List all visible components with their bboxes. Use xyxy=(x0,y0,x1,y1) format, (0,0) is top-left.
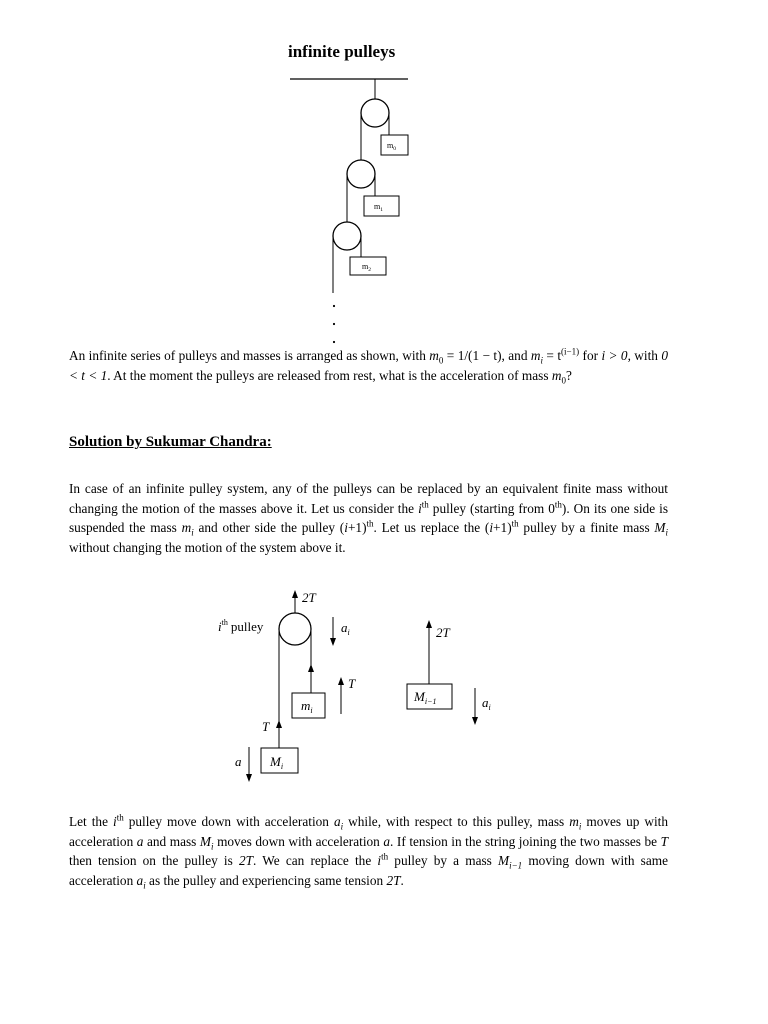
solution-intro-paragraph: In case of an infinite pulley system, any of the pulleys can be replaced by an equivalent finite mass without changing the motion of the masses above it. Let us consider the $i^{th}$ pulley (starting from 0th). On its one side is suspended the mass $m_i$ and other side the pulley $(i+1)^{th}$. Let us replace the $(i+1)^{th}$ pulley by a finite mass $M_i$ without changing the motion of the system above it. xyxy=(69,481,668,555)
page-title: infinite pulleys xyxy=(288,42,396,61)
mass-label-1: $m_1$ xyxy=(374,202,383,213)
Mim1-acceleration-label: $a_i$ xyxy=(482,695,491,712)
ith-pulley-label: $i^{th}$ pulley xyxy=(218,618,264,634)
mass-label-Mi: $M_i$ xyxy=(270,754,284,771)
Mim1-tension-label: 2T xyxy=(436,625,450,640)
ith-pulley xyxy=(279,613,311,645)
Mi-tension-label: T xyxy=(262,719,270,734)
mass-label-2: $m_2$ xyxy=(362,262,371,273)
solution-heading: Solution by Sukumar Chandra: xyxy=(69,434,272,450)
Mi-acceleration-label: a xyxy=(235,754,242,769)
pulley-acceleration-label: $a_i$ xyxy=(341,620,350,637)
mass-label-0: $m_0$ xyxy=(387,141,396,152)
problem-statement: An infinite series of pulleys and masses is arranged as shown, with $m_0 = 1/(1 - t)$, and $m_i = t^{(i-1)}$ for i > 0, with 0 < t < 1. At the moment the pulleys are released from rest, what is the acceleration of mass $m_0$? xyxy=(69,346,668,386)
solution-body-paragraph: Let the $i^{th}$ pulley move down with acceleration $a_i$ while, with respect to this pulley, mass $m_i$ moves up with acceleration a and mass $M_i$ moves down with acceleration a. If tension in the string joining the two masses be T then tension on the pulley is 2T. We can replace the $i^{th}$ pulley by a mass $M_{i-1}$ moving down with same acceleration $a_i$ as the pulley and experiencing same tension 2T. xyxy=(69,812,669,891)
pulley-tension-label: 2T xyxy=(302,590,316,605)
mi-tension-label: T xyxy=(348,676,356,691)
mass-label-Mim1: $M_{i-1}$ xyxy=(414,689,437,706)
mass-label-mi: $m_i$ xyxy=(301,698,313,715)
